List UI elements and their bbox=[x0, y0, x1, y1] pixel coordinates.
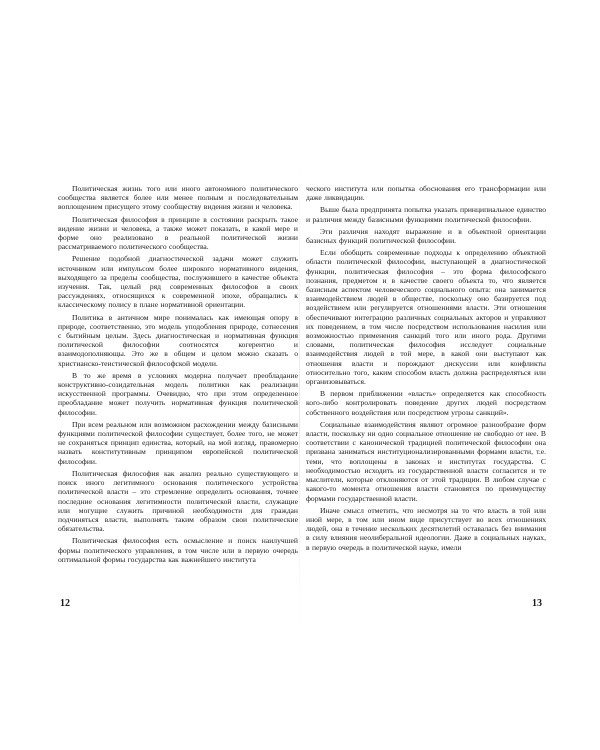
paragraph: Социальные взаимодействия являют огромное разнообразие форм власти, поскольку ни одно социальное отношение не свободно от нее. В соответствии с канонической традицией политической философии она призвана заниматься институционализированными формами власти, т.е. теми, что воплощены в законах и институтах государства. С необходимостью исходить из государственной власти согласится и те мыслители, которые отклоняются от этой традиции. В любом случае с какого-то момента отношения власти становятся по преимуществу формами государственной власти. bbox=[306, 419, 546, 503]
paragraph: Решение подобной диагностической задачи может служить источником или импульсом более широкого нормативного видения, выходящего за пределы сообщества, послужившего в качестве объекта изучения. Так, целый ряд современных философов в своих рассуждениях, относящихся к современной эпохе, обращались к классическому полису в плане нормативной ориентации. bbox=[58, 254, 298, 310]
paragraph: В первом приближении «власть» определяется как способность кого-либо контролировать поведение других людей посредством собственного воздействия или посредством угрозы санкций». bbox=[306, 389, 546, 417]
paragraph: Политическая философия в принципе в состоянии раскрыть такое видение жизни и человека, а также может показать, в какой мере и форме оно реализовано в реальной политической жизни рассматриваемого политического сообщества. bbox=[58, 214, 298, 252]
paragraph: Эти различия находят выражение и в объектной ориентации базисных функций политической философии. bbox=[306, 226, 546, 246]
paragraph: Если обобщить современные подходы к определению объектной области политической философии, выступающей в диагностической функции, политическая философия – это форма философского познания, предметом и в качестве своего объекта то, что является базисным аспектом человеческого социального опыта: она занимается взаимодействием людей в обществе, поскольку оно базируется под воздействием или регулируется отношениями власти. Эти отношения обеспечивают интеграцию различных социальных акторов и управляют их поведением, в том числе посредством использования насилия или возможностью применения санкций того или иного рода. Другими словами, политическая философия исследует социальные взаимодействия людей в той мере, в какой они выступают как отношения власти и порождают дискуссии или конфликты относительно того, каким способом власть должна распределяться или организовываться. bbox=[306, 248, 546, 387]
left-page-text bbox=[58, 184, 298, 564]
right-page-text bbox=[306, 184, 546, 552]
page-number-left: 12 bbox=[60, 598, 70, 609]
paragraph: Политика в античном мире понималась как имеющая опору в природе, соответственно, это модель уподобления природе, сотнесения с бытийным целым. Здесь диагностическая и нормативная функция политической философии соотносятся когерентно и взаимодополняющы. Это же в общем и целом можно сказать о христианско-теистической философской модели. bbox=[58, 312, 298, 368]
paragraph: Иначе смысл отметить, что несмотря на то что власть в той или иной мере, в том или ином виде присутствует во всех отношениях людей, она в течение нескольких десятилетий оставалась без внимания в силу влияния неолиберальной идеологии. Даже в социальных науках, в первую очередь в политической науке, имели bbox=[306, 505, 546, 552]
paragraph: Политическая философия есть осмысление и поиск наилучшей формы политического управления, в том числе или в первую очередь оптимальной формы государства как важнейшего института bbox=[58, 536, 298, 564]
paragraph: Выше была предпринята попытка указать принципиальное единство и различия между базисными функциями политической философии. bbox=[306, 205, 546, 224]
paragraph: ческого института или попытка обоснования его трансформации или даже ликвидации. bbox=[306, 184, 546, 203]
paragraph: Политическая философия как анализ реально существующего и поиск иного легитимного основания политического устройства политической власти – это стремление определить основания, точнее последние основания легитимности политической власти, служащие или могущие служить причиной необходимости для граждан подчиняться власти, выполнять таким образом свои политические обязательства. bbox=[58, 468, 298, 534]
book-gutter bbox=[299, 160, 300, 630]
paragraph: Политическая жизнь того или иного автономного политического сообщества является более или менее полным и последовательным воплощением присущего этому сообществу видения жизни и человека. bbox=[58, 184, 298, 212]
paragraph: При всем реальном или возможном расхождении между базисными функциями политической философии существует, более того, не может не сохраняться принцип единства, который, на мой взгляд, правомерно назвать конститутивным принципом европейской политической философии. bbox=[58, 419, 298, 466]
paragraph: В то же время в условиях модерна получает преобладание конструктивно-созидательная модель политики как реализации искусственной программы. Очевидно, что при этом определенное преобладание может получить нормативная функция политической философии. bbox=[58, 370, 298, 417]
page-number-right: 13 bbox=[532, 598, 542, 609]
